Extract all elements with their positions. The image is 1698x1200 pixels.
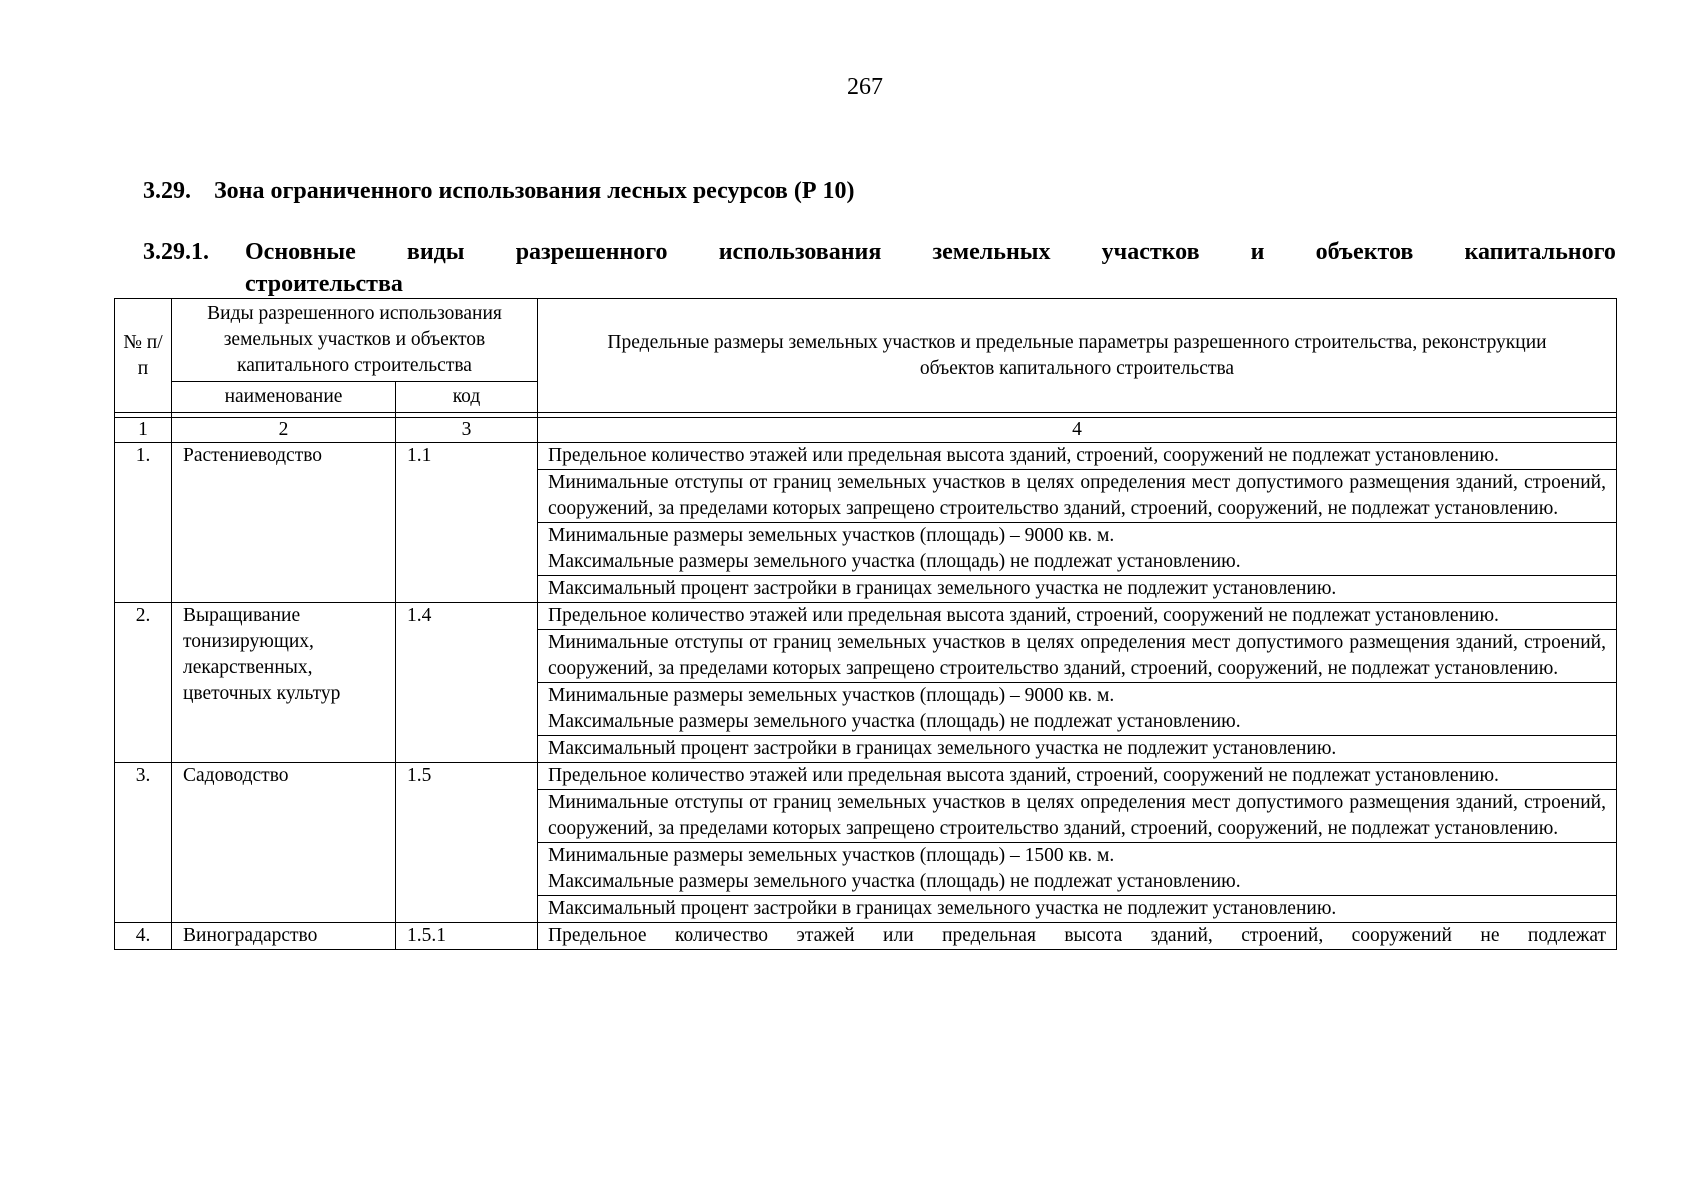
use-name: Растениеводство — [172, 443, 396, 603]
table-row — [115, 603, 1617, 630]
subsection-title-word: объектов — [1315, 239, 1414, 265]
parameter-cell: Минимальные отступы от границ земельных участков в целях определения мест допустимого размещения зданий, строений, сооружений, за пределами которых запрещено строительство зданий, строений, сооружений, не подлежат установлению. — [538, 790, 1617, 843]
subsection-title — [143, 236, 1616, 300]
table-header-row — [115, 299, 1617, 382]
table-row — [115, 763, 1617, 790]
parameter-cell: Максимальный процент застройки в границах земельного участка не подлежит установлению. — [538, 896, 1617, 923]
use-code: 1.5.1 — [396, 923, 538, 950]
header-limits: Предельные размеры земельных участков и предельные параметры разрешенного строительства, реконструкции объектов капитального строительства — [538, 299, 1617, 413]
use-code: 1.5 — [396, 763, 538, 923]
subsection-title-word: разрешенного — [515, 239, 668, 265]
use-code: 1.1 — [396, 443, 538, 603]
parameter-cell: Предельное количество этажей или предельная высота зданий, строений, сооружений не подлежат установлению. — [538, 763, 1617, 790]
row-number: 1. — [115, 443, 172, 603]
subsection-title-word: и — [1250, 239, 1265, 265]
permitted-use-table — [114, 298, 1617, 950]
subsection-title-word: капитального — [1464, 239, 1616, 265]
parameter-cell: Минимальные отступы от границ земельных участков в целях определения мест допустимого размещения зданий, строений, сооружений, за пределами которых запрещено строительство зданий, строений, сооружений, не подлежат установлению. — [538, 630, 1617, 683]
header-name: наименование — [172, 382, 396, 413]
section-title-text: Зона ограниченного использования лесных ресурсов (Р 10) — [214, 178, 855, 204]
section-number: 3.29. — [143, 178, 191, 204]
parameter-cell: Максимальный процент застройки в границах земельного участка не подлежит установлению. — [538, 736, 1617, 763]
header-code: код — [396, 382, 538, 413]
column-number: 2 — [172, 418, 396, 443]
column-numbers-row — [115, 418, 1617, 443]
row-number: 4. — [115, 923, 172, 950]
table-row — [115, 443, 1617, 470]
section-title — [143, 178, 854, 205]
parameter-cell: Предельное количество этажей или предельная высота зданий, строений, сооружений не подлежат установлению. — [538, 443, 1617, 470]
subsection-title-word: Основные — [245, 239, 356, 265]
subsection-title-word: использования — [718, 239, 882, 265]
subsection-title-line2: строительства — [245, 271, 403, 297]
parameter-cell: Предельное количество этажей или предельная высота зданий, строений, сооружений не подлежат установлению. — [538, 603, 1617, 630]
page-number: 267 — [847, 74, 883, 100]
subsection-title-word: участков — [1101, 239, 1200, 265]
column-number: 1 — [115, 418, 172, 443]
row-number: 3. — [115, 763, 172, 923]
use-name: Виноградарство — [172, 923, 396, 950]
row-number: 2. — [115, 603, 172, 763]
parameter-cell: Предельное количество этажей или предельная высота зданий, строений, сооружений не подлежат — [538, 923, 1617, 950]
column-number: 4 — [538, 418, 1617, 443]
parameter-cell: Максимальный процент застройки в границах земельного участка не подлежит установлению. — [538, 576, 1617, 603]
subsection-title-word: виды — [406, 239, 465, 265]
subsection-number: 3.29.1. — [143, 239, 209, 265]
use-name: Выращивание тонизирующих, лекарственных, цветочных культур — [172, 603, 396, 763]
subsection-title-line1 — [245, 236, 1616, 268]
header-kinds: Виды разрешенного использования земельных участков и объектов капитального строительства — [172, 299, 538, 382]
column-number: 3 — [396, 418, 538, 443]
use-name: Садоводство — [172, 763, 396, 923]
use-code: 1.4 — [396, 603, 538, 763]
header-num: № п/п — [115, 299, 172, 413]
subsection-title-word: земельных — [932, 239, 1051, 265]
parameter-cell: Минимальные отступы от границ земельных участков в целях определения мест допустимого размещения зданий, строений, сооружений, за пределами которых запрещено строительство зданий, строений, сооружений, не подлежат установлению. — [538, 470, 1617, 523]
parameter-cell: Минимальные размеры земельных участков (площадь) – 9000 кв. м. Максимальные размеры земельного участка (площадь) не подлежат установлению. — [538, 683, 1617, 736]
table-row — [115, 923, 1617, 950]
parameter-cell: Минимальные размеры земельных участков (площадь) – 1500 кв. м. Максимальные размеры земельного участка (площадь) не подлежат установлению. — [538, 843, 1617, 896]
parameter-cell: Минимальные размеры земельных участков (площадь) – 9000 кв. м. Максимальные размеры земельного участка (площадь) не подлежат установлению. — [538, 523, 1617, 576]
